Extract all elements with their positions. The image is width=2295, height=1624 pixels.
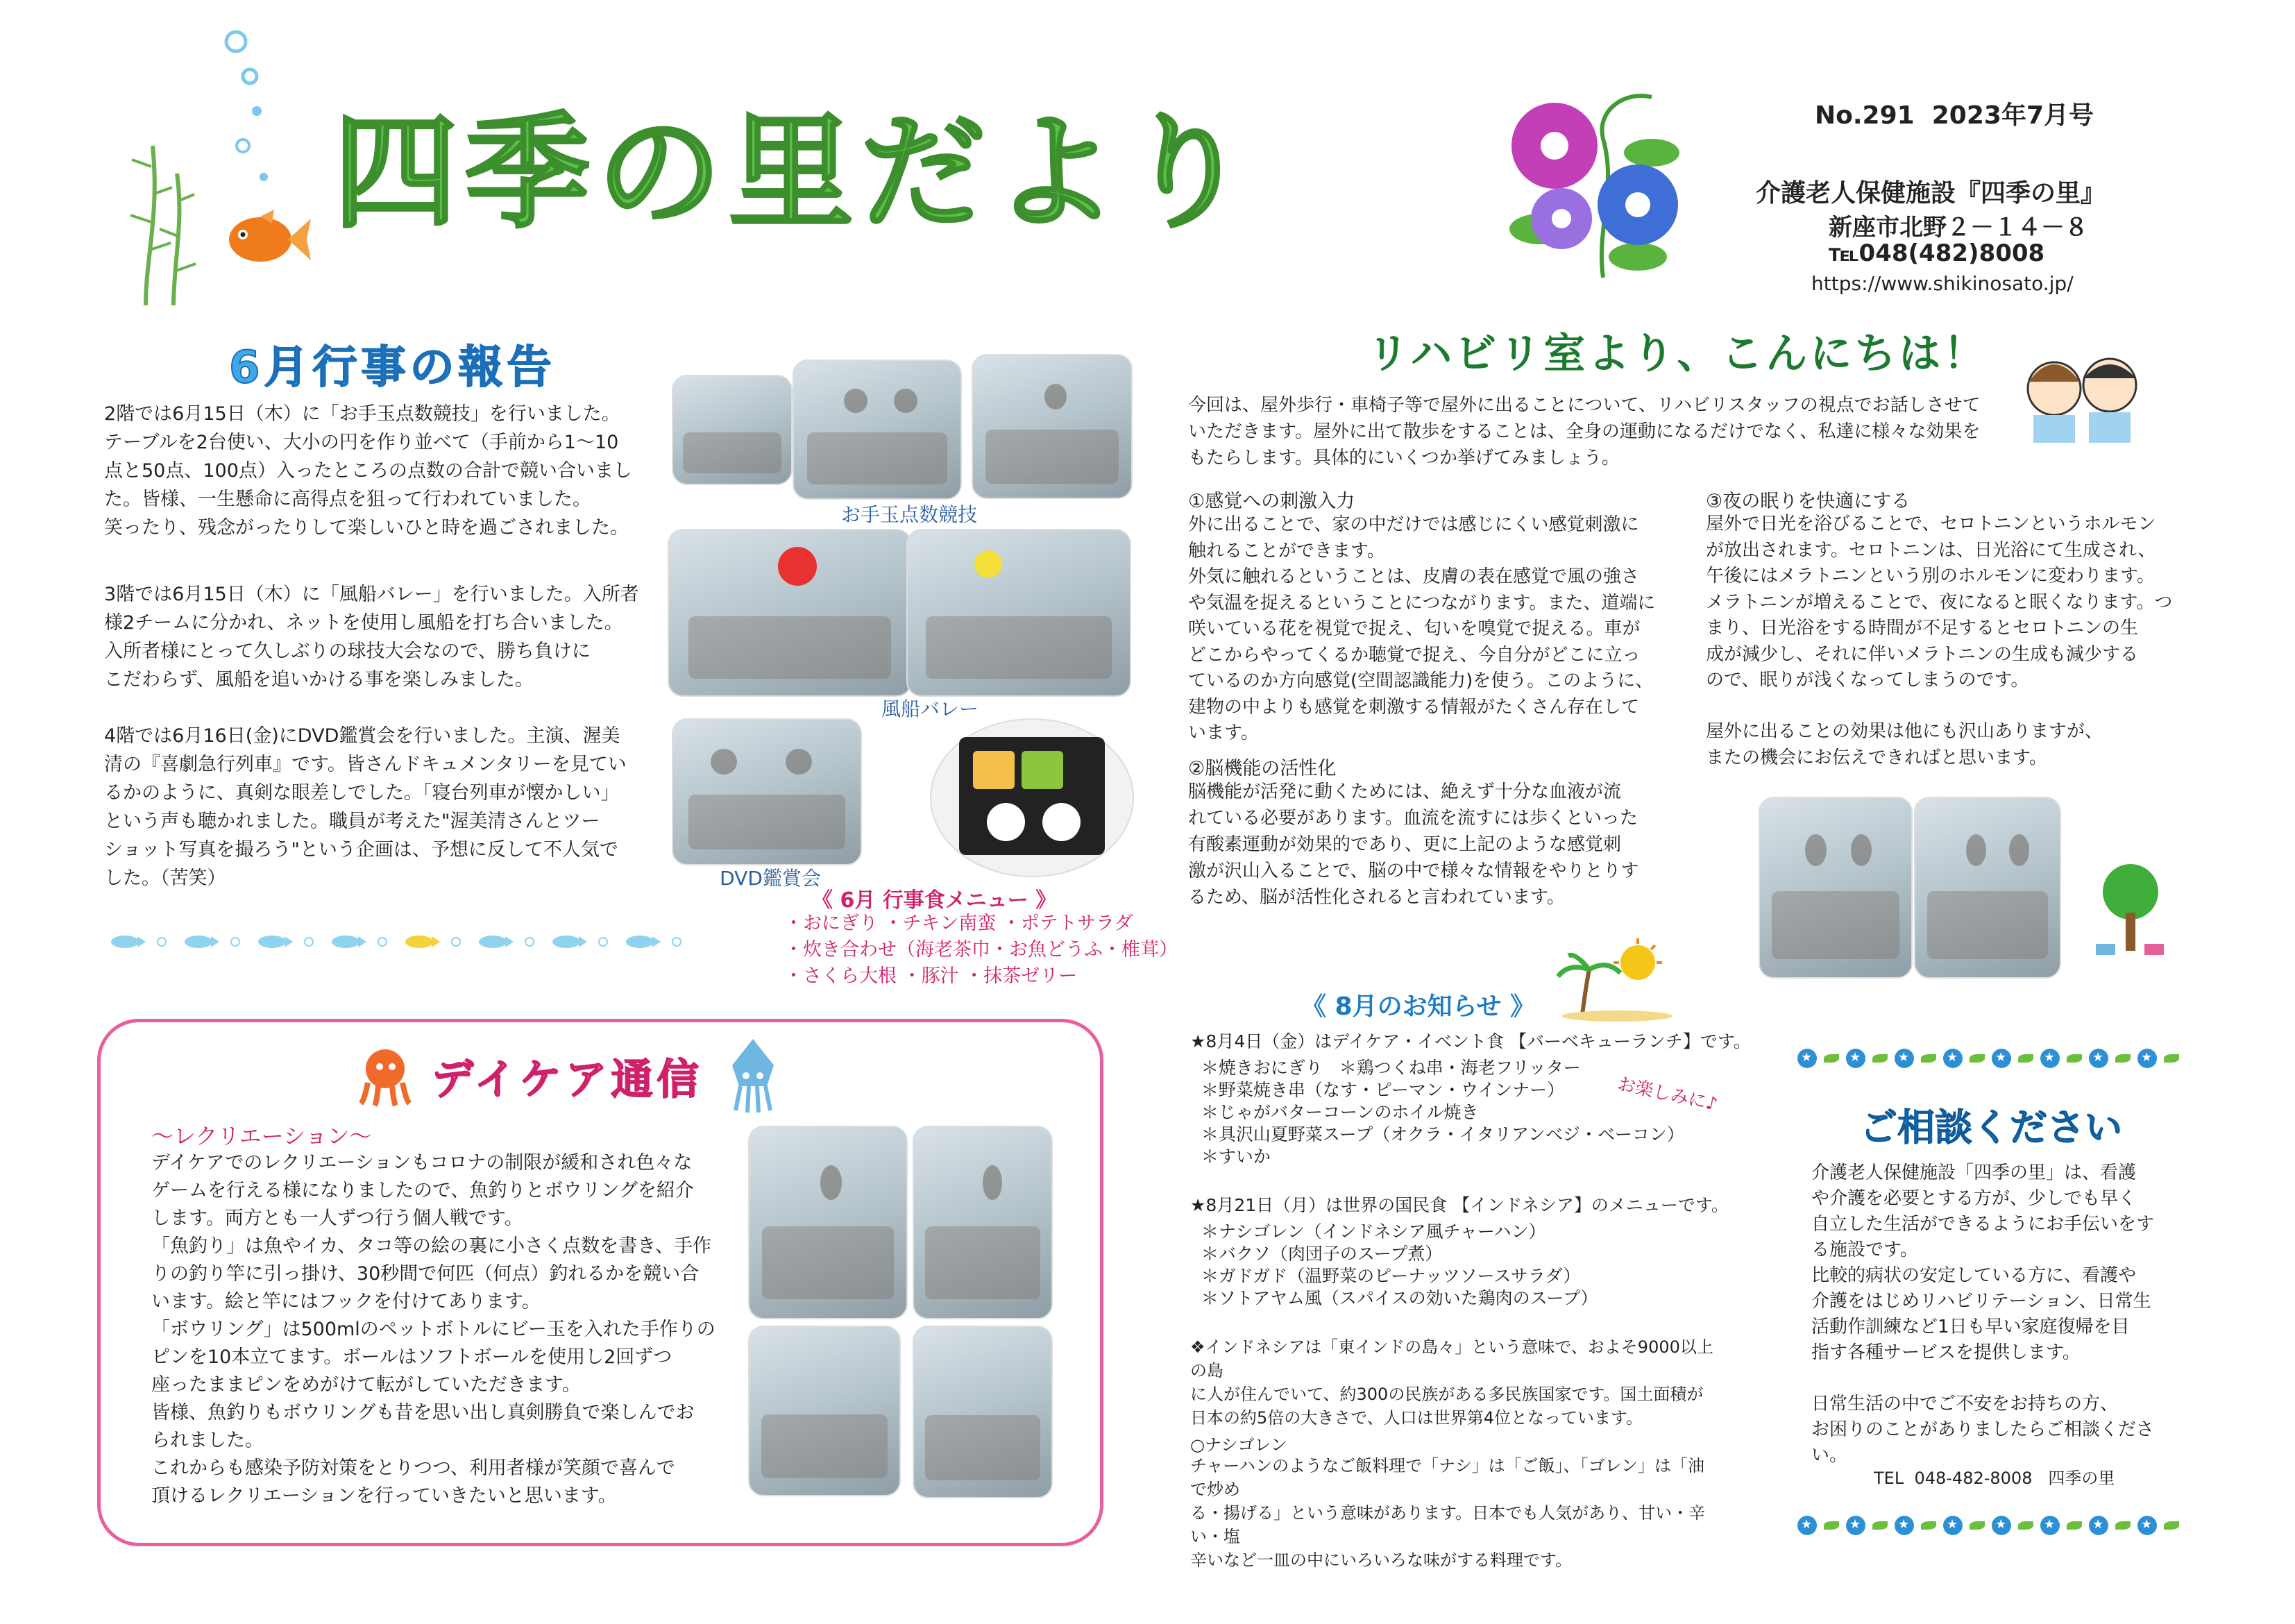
consult-tel: TEL 048-482-8008 四季の里 (1874, 1469, 2115, 1488)
vine-border-top (1797, 1044, 2179, 1072)
notice-1-item-5: ＊すいか (1190, 1147, 1271, 1167)
daycare-heading: デイケア通信 (432, 1056, 703, 1104)
squid-icon (725, 1038, 781, 1114)
daycare-subheading: ～レクリエーション～ (151, 1123, 372, 1149)
issue-number: No.291 2023年7月号 (1815, 101, 2094, 130)
photo-bowling-2 (913, 1326, 1053, 1498)
indonesia-note: ❖インドネシアは「東インドの島々」という意味で、およそ9000以上の島 に人が住んでいて、約300の民族がある多民族国家です。国土面積が 日本の約5倍の大きさで、人口は世界第4位となっています。 (1190, 1337, 1713, 1428)
june-report-heading: 6月行事の報告 (229, 342, 556, 394)
vine-border-bottom (1797, 1512, 2179, 1539)
photo-walk-1 (1759, 797, 1913, 979)
tree-icon (2092, 861, 2169, 958)
facility-address: 新座市北野２－１４－８ (1829, 214, 2088, 242)
rehab-intro: 今回は、屋外歩行・車椅子等で屋外に出ることについて、リハビリスタッフの視点でお話しさせて いただきます。屋外に出て散歩をすることは、全身の運動になるだけでなく、私達に様々な効果を もたらします。具体的にいくつか挙げてみましょう。 (1188, 395, 1981, 468)
consult-body: 介護老人保健施設「四季の里」は、看護 や介護を必要とする方が、少しでも早く 自立した生活ができるようにお手伝いをす る施設です。 比較的病状の安定している方に、看護や 介護をはじめリハビリテーション、日常生 活動作訓練など1日も早い家庭復帰を目 指す各種サービスを提供します。 日常生活の中でご不安をお持ちの方、 お困りのことがありましたらご相談ください。 (1811, 1162, 2155, 1466)
notice-1-item-2: ＊野菜焼き串（なす・ピーマン・ウインナー） (1190, 1080, 1565, 1100)
facility-tel: ℡048(482)8008 (1829, 239, 2045, 267)
caption-otedama: お手玉点数競技 (840, 503, 977, 526)
fish-border-decoration (111, 936, 681, 948)
rehab-s2-body: 脳機能が活発に動くためには、絶えず十分な血液が流 れている必要があります。血流を流すには歩くといった 有酸素運動が効果的であり、更に上記のような感覚刺 激が沢山入ることで、脳の中で様々な情報をやりとりす るため、脳が活性化されると言われています。 (1188, 781, 1639, 908)
photo-dvd (672, 718, 862, 865)
octopus-icon (354, 1044, 416, 1107)
newsletter-title: 四季の里だより (333, 101, 1257, 246)
palm-sun-icon (1555, 938, 1676, 1022)
june-report-para-1: 2階では6月15日（木）に「お手玉点数競技」を行いました。 テーブルを2台使い、大小の円を作り並べて（手前から1～10 点と50点、100点）入ったところの点数の合計で競い合いまし た。皆様、一生懸命に高得点を狙って行われていました。 笑ったり、残念がったりして楽しいひと時を過ごされました。 (104, 403, 632, 539)
menu-line-1: ・おにぎり ・チキン南蛮 ・ポテトサラダ (784, 913, 1133, 934)
rehab-s3-body: 屋外で日光を浴びることで、セロトニンというホルモン が放出されます。セロトニンは、日光浴にて生成され、 午後にはメラトニンという別のホルモンに変わります。 メラトニンが増えることで、夜になると眠くなります。つ まり、日光浴をする時間が不足するとセロトニンの生 成が減少し、それに伴いメラトニンの生成も減少する ので、眠りが浅くなってしまうのです。 (1706, 514, 2173, 691)
notice-1: ★8月4日（金）はデイケア・イベント食 【バーベキューランチ】です。 (1190, 1031, 1751, 1051)
notice-2-item-3: ＊ガドガド（温野菜のピーナッツソースサラダ） (1190, 1266, 1581, 1286)
photo-balloon-2 (906, 529, 1131, 697)
photo-event-meal (930, 718, 1134, 877)
tanoshimi-note: お楽しみに♪ (1615, 1074, 1720, 1115)
daycare-body: デイケアでのレクリエーションもコロナの制限が緩和され色々な ゲームを行える様になりましたので、魚釣りとボウリングを紹介 します。両方とも一人ずつ行う個人戦です。 「魚釣り」は魚やイカ、タコ等の絵の裏に小さく点数を書き、手作 りの釣り竿に引っ掛け、30秒間で何匹（何点）釣れるかを競い合 います。絵と竿にはフックを付けてあります。 「ボウリング」は500mlのペットボトルにビー玉を入れた手作りの ピンを10本立てます。ボールはソフトボールを使用し2回ずつ 座ったままピンをめがけて転がしていただきます。 皆様、魚釣りもボウリングも昔を思い出し真剣勝負で楽しんでお られました。 これからも感染予防対策をとりつつ、利用者様が笑顔で喜んで 頂けるレクリエーションを行っていきたいと思います。 (151, 1152, 715, 1507)
morning-glory-icon (1499, 76, 1693, 285)
facility-url[interactable]: https://www.shikinosato.jp/ (1811, 272, 2074, 295)
notice-2-item-1: ＊ナシゴレン（インドネシア風チャーハン） (1190, 1221, 1546, 1242)
rehab-s3-title: ③夜の眠りを快適にする (1706, 491, 1911, 512)
menu-line-2: ・炊き合わせ（海老茶巾・お魚どうふ・椎茸） (784, 939, 1178, 961)
august-heading: 《 8月のお知らせ 》 (1301, 992, 1536, 1021)
notice-2-item-2: ＊バクソ（肉団子のスープ煮） (1190, 1244, 1443, 1264)
photo-otedama-1 (672, 375, 793, 485)
photo-balloon-1 (668, 529, 912, 697)
nasi-goreng-body: チャーハンのようなご飯料理で「ナシ」は「ご飯」、「ゴレン」は「油で炒め る・揚げる」という意味があります。日本でも人気があり、甘い・辛い・塩 辛いなど一皿の中にいろいろな味がする料理です。 (1190, 1456, 1706, 1570)
rehab-heading: リハビリ室より、こんにちは！ (1367, 330, 1988, 378)
staff-illustration (2016, 340, 2148, 444)
notice-2-item-4: ＊ソトアヤム風（スパイスの効いた鶏肉のスープ） (1190, 1288, 1598, 1308)
menu-heading: 《 6月 行事食メニュー 》 (812, 888, 1057, 913)
photo-fishing-2 (913, 1126, 1053, 1319)
photo-bowling-1 (748, 1326, 901, 1496)
rehab-s1-body: 外に出ることで、家の中だけでは感じにくい感覚刺激に 触れることができます。 外気に触れるということは、皮膚の表在感覚で風の強さ や気温を捉えるということにつながります。また、道端に 咲いている花を視覚で捉え、匂いを嗅覚で捉える。車が どこからやってくるか聴覚で捉え、今自分がどこに立っ ているのか方向感覚(空間認識能力)を使う。このように、 建物の中よりも感覚を刺激する情報がたくさん存在して います。 (1188, 514, 1656, 743)
menu-line-3: ・さくら大根 ・豚汁 ・抹茶ゼリー (784, 965, 1078, 987)
nasi-goreng-title: ○ナシゴレン (1190, 1435, 1287, 1455)
goldfish-icon (222, 208, 312, 271)
june-report-para-3: 4階では6月16日(金)にDVD鑑賞会を行いました。主演、渥美 清の『喜劇急行列車』です。皆さんドキュメンタリーを見てい るかのように、真剣な眼差しでした。「寝台列車が懐かしい」 という声も聴かれました。職員が考えた"渥美清さんとツー ショット写真を撮ろう"という企画は、予想に反して不人気で した。（苦笑） (104, 725, 627, 889)
caption-balloon: 風船バレー (881, 697, 979, 720)
seaweed-icon (118, 132, 201, 312)
photo-fishing-1 (748, 1126, 908, 1319)
notice-1-item-3: ＊じゃがバターコーンのホイル焼き (1190, 1102, 1479, 1122)
photo-otedama-3 (972, 354, 1133, 499)
rehab-s1-title: ①感覚への刺激入力 (1188, 491, 1355, 512)
facility-name: 介護老人保健施設『四季の里』 (1756, 179, 2106, 208)
masthead (0, 0, 2295, 319)
rehab-closing: 屋外に出ることの効果は他にも沢山ありますが、 またの機会にお伝えできればと思います。 (1706, 721, 2103, 768)
bubbles-decoration (201, 28, 298, 194)
caption-dvd: DVD鑑賞会 (720, 867, 821, 890)
june-report-para-2: 3階では6月15日（木）に「風船バレー」を行いました。入所者 様2チームに分かれ、ネットを使用し風船を打ち合いました。 入所者様にとって久しぶりの球技大会なので、勝ち負けに こだわらず、風船を追いかける事を楽しみました。 (104, 584, 639, 691)
photo-otedama-2 (793, 360, 962, 500)
consult-heading: ご相談ください (1860, 1106, 2122, 1149)
rehab-s2-title: ②脳機能の活性化 (1188, 758, 1337, 779)
notice-2: ★8月21日（月）は世界の国民食 【インドネシア】のメニューです。 (1190, 1195, 1729, 1215)
notice-1-item-1: ＊焼きおにぎり ＊鶏つくね串・海老フリッター (1190, 1058, 1581, 1078)
notice-1-item-4: ＊具沢山夏野菜スープ（オクラ・イタリアンベジ・ベーコン） (1190, 1124, 1684, 1144)
photo-walk-2 (1914, 797, 2061, 979)
